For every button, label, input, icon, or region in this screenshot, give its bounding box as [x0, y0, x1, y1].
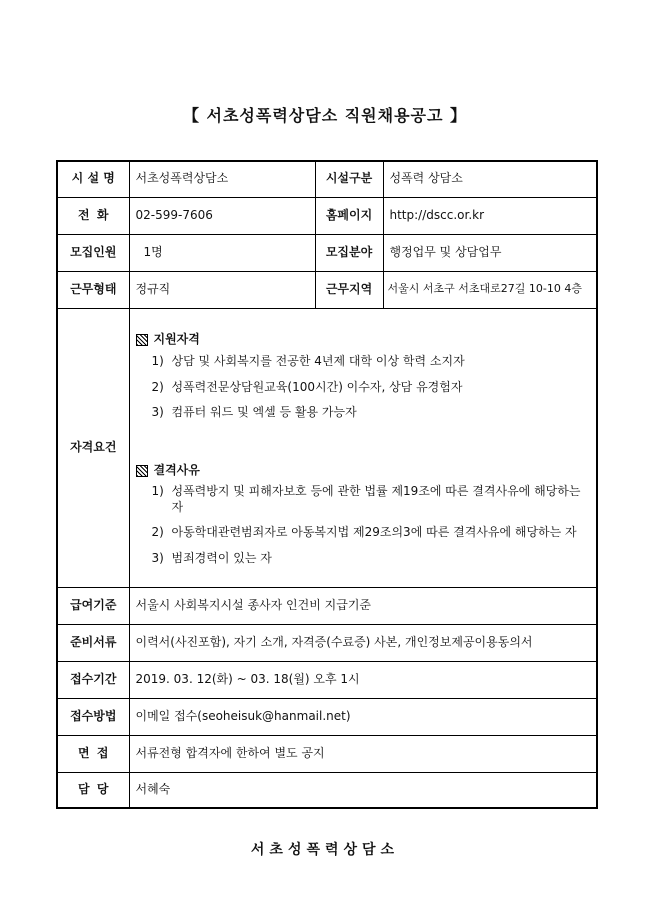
period-value: 2019. 03. 12(화) ~ 03. 18(월) 오후 1시 [129, 661, 597, 698]
facility-value: 서초성폭력상담소 [129, 161, 315, 197]
table-row [57, 197, 597, 234]
phone-label: 전 화 [57, 197, 129, 234]
table-row [57, 271, 597, 308]
recruits-label: 모집인원 [57, 234, 129, 271]
list-item: 3) 컴퓨터 워드 및 엑셀 등 활용 가능자 [151, 405, 357, 420]
list-item: 3) 범죄경력이 있는 자 [151, 551, 272, 566]
list-item: 1) 성폭력방지 및 피해자보호 등에 관한 법률 제19조에 따른 결격사유에 해당하는 자 [151, 484, 581, 514]
interview-value: 서류전형 합격자에 한하여 별도 공지 [129, 735, 597, 772]
facility-label: 시 설 명 [57, 161, 129, 197]
table-row [57, 698, 597, 735]
salary-value: 서울시 사회복지시설 종사자 인건비 지급기준 [129, 587, 597, 624]
table-row [57, 587, 597, 624]
list-item: 2) 아동학대관련범죄자로 아동복지법 제29조의3에 따른 결격사유에 해당하는 자 [151, 525, 577, 540]
interview-label: 면 접 [57, 735, 129, 772]
page-title: 【 서초성폭력상담소 직원채용공고 】 [182, 106, 468, 125]
table-row [57, 234, 597, 271]
period-label: 접수기간 [57, 661, 129, 698]
list-item: 1) 상담 및 사회복지를 전공한 4년제 대학 이상 학력 소지자 [151, 353, 465, 368]
qualification-content [129, 308, 597, 587]
recruits-value: 1명 [129, 234, 315, 271]
worktype-label: 근무형태 [57, 271, 129, 308]
category-label: 시설구분 [315, 161, 383, 197]
qualification-heading: 지원자격 [136, 332, 591, 348]
table-row [57, 735, 597, 772]
footer-organization: 서초성폭력상담소 [250, 842, 400, 858]
method-label: 접수방법 [57, 698, 129, 735]
recruitment-table [56, 160, 598, 809]
disqualification-heading: 결격사유 [136, 463, 591, 479]
field-label: 모집분야 [315, 234, 383, 271]
documents-value: 이력서(사진포함), 자기 소개, 자격증(수료증) 사본, 개인정보제공이용동의서 [129, 624, 597, 661]
field-value: 행정업무 및 상담업무 [383, 234, 597, 271]
category-value: 성폭력 상담소 [383, 161, 597, 197]
hatched-box-icon [136, 334, 148, 346]
location-value: 서울시 서초구 서초대로27길 10-10 4층 [383, 271, 597, 308]
table-row [57, 661, 597, 698]
qualification-label: 자격요건 [57, 308, 129, 587]
table-row [57, 308, 597, 587]
hatched-box-icon [136, 465, 148, 477]
salary-label: 급여기준 [57, 587, 129, 624]
location-label: 근무지역 [315, 271, 383, 308]
table-row [57, 161, 597, 197]
table-row [57, 772, 597, 808]
contact-value: 서혜숙 [129, 772, 597, 808]
worktype-value: 정규직 [129, 271, 315, 308]
documents-label: 준비서류 [57, 624, 129, 661]
table-row [57, 624, 597, 661]
method-value: 이메일 접수(seoheisuk@hanmail.net) [129, 698, 597, 735]
homepage-value[interactable]: http://dscc.or.kr [383, 197, 597, 234]
homepage-label: 홈페이지 [315, 197, 383, 234]
phone-value: 02-599-7606 [129, 197, 315, 234]
list-item: 2) 성폭력전문상담원교육(100시간) 이수자, 상담 유경험자 [151, 379, 463, 394]
contact-label: 담 당 [57, 772, 129, 808]
